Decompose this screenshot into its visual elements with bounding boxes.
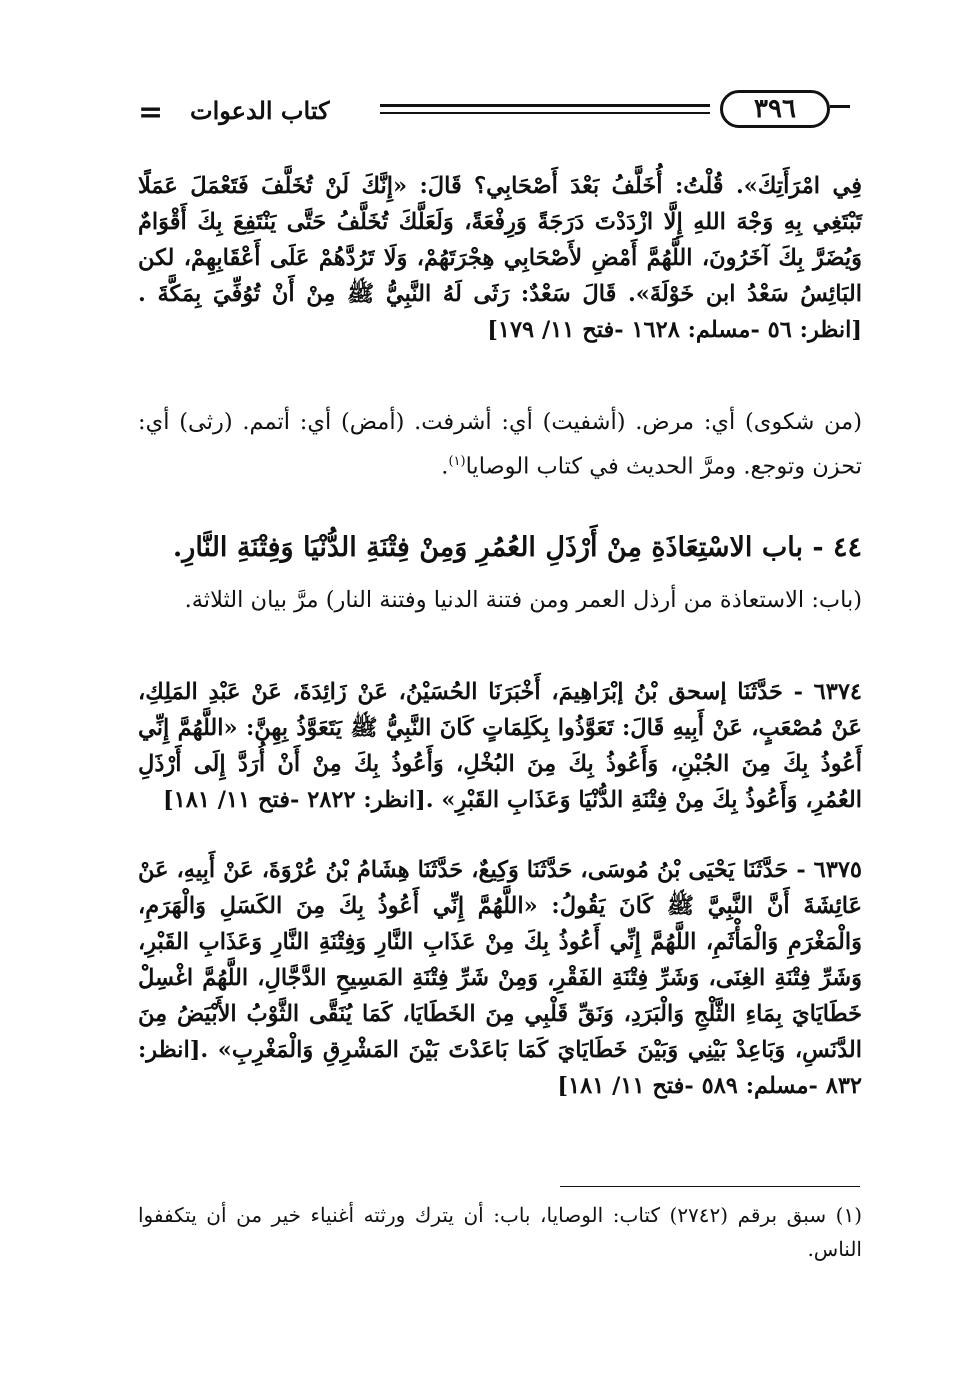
header-rule-tail [830, 105, 850, 108]
page-header [130, 90, 850, 140]
page-number-badge [720, 90, 830, 128]
chapter-commentary: (باب: الاستعاذة من أرذل العمر ومن فتنة الدنيا وفتنة النار) مرَّ بيان الثلاثة. [184, 587, 862, 613]
hadith-6375: ٦٣٧٥ - حَدَّثَنَا يَحْيَى بْنُ مُوسَى، حَدَّثَنَا وَكِيعٌ، حَدَّثَنَا هِشَامُ بْنُ عُرْوَةَ، عَنْ أَبِيهِ، عَنْ عَائِشَةَ أَنَّ النَّبِيَّ ﷺ كَانَ يَقُولُ: «اللَّهُمَّ إِنِّي أَعُوذُ بِكَ مِنَ الكَسَلِ وَالْهَرَمِ، وَالْمَغْرَمِ وَالْمَأْثَمِ، اللَّهُمَّ إِنِّي أَعُوذُ بِكَ مِنْ عَذَابِ النَّارِ وَفِتْنَةِ النَّارِ وَعَذَابِ القَبْرِ، وَشَرِّ فِتْنَةِ الغِنَى، وَشَرِّ فِتْنَةِ الفَقْرِ، وَمِنْ شَرِّ فِتْنَةِ المَسِيحِ الدَّجَّالِ، اللَّهُمَّ اغْسِلْ خَطَايَايَ بِمَاءِ الثَّلْجِ وَالْبَرَدِ، وَنَقِّ قَلْبِي مِنَ الخَطَايَا، كَمَا يُنَقَّى الثَّوْبُ الأَبْيَضُ مِنَ الدَّنَسِ، وَبَاعِدْ بَيْنِي وَبَيْنَ خَطَايَايَ كَمَا بَاعَدْتَ بَيْنَ المَشْرِقِ وَالْمَغْرِبِ» .[انظر: ٨٣٢ -مسلم: ٥٨٩ -فتح ١١/ ١٨١] [138, 857, 862, 1099]
header-ornament: = [138, 95, 164, 130]
header-rule-secondary [380, 112, 710, 114]
footnote-marker: (١) [448, 454, 466, 469]
page-number: ٣٩٦ [754, 94, 796, 124]
chapter-heading: ٤٤ - باب الاسْتِعَاذَةِ مِنْ أَرْذَلِ العُمُرِ وَمِنْ فِتْنَةِ الدُّنْيَا وَفِتْنَةِ النَّارِ. [172, 532, 862, 563]
commentary-note [138, 402, 862, 487]
hadith-6374: ٦٣٧٤ - حَدَّثَنَا إسحق بْنُ إبْرَاهِيمَ، أَخْبَرَنَا الحُسَيْنُ، عَنْ زَائِدَةَ، عَنْ عَبْدِ المَلِكِ، عَنْ مُصْعَبٍ، عَنْ أَبِيهِ قَالَ: تَعَوَّذُوا بِكَلِمَاتٍ كَانَ النَّبِيُّ ﷺ يَتَعَوَّذُ بِهِنَّ: «اللَّهُمَّ إِنِّي أَعُوذُ بِكَ مِنَ الجُبْنِ، وَأَعُوذُ بِكَ مِنَ البُخْلِ، وَأَعُوذُ بِكَ مِنْ أَنْ أُرَدَّ إِلَى أَرْذَلِ العُمُرِ، وَأَعُوذُ بِكَ مِنْ فِتْنَةِ الدُّنْيَا وَعَذَابِ القَبْرِ» .[انظر: ٢٨٢٢ -فتح ١١/ ١٨١] [138, 679, 862, 813]
footnote: (١) سبق برقم (٢٧٤٢) كتاب: الوصايا، باب: أن يترك ورثته أغنياء خير من أن يتكففوا الناس. [138, 1203, 863, 1261]
hadith-continuation: فِي امْرَأَتِكَ». قُلْتُ: أُخَلَّفُ بَعْدَ أَصْحَابِي؟ قَالَ: «إِنَّكَ لَنْ تُخَلَّفَ فَتَعْمَلَ عَمَلًا تَبْتَغِي بِهِ وَجْهَ اللهِ إِلَّا ازْدَدْتَ دَرَجَةً وَرِفْعَةً، وَلَعَلَّكَ تُخَلَّفُ حَتَّى يَنْتَفِعَ بِكَ أَقْوَامٌ وَيُضَرَّ بِكَ آخَرُونَ، اللَّهُمَّ أَمْضِ لأَصْحَابِي هِجْرَتَهُمْ، وَلَا تَرُدَّهُمْ عَلَى أَعْقَابِهِمْ، لكن البَائِسُ سَعْدُ ابن خَوْلَةَ». قَالَ سَعْدٌ: رَثَى لَهُ النَّبِيُّ ﷺ مِنْ أَنْ تُوُفِّيَ بِمَكَّةَ .[انظر: ٥٦ -مسلم: ١٦٢٨ -فتح ١١/ ١٧٩] [138, 173, 862, 343]
commentary-text: (من شكوى) أي: مرض. (أشفيت) أي: أشرفت. (أمض) أي: أتمم. (رثى) أي: تحزن وتوجع. ومرَّ الحديث في كتاب الوصايا [138, 409, 862, 480]
footnote-divider [560, 1186, 860, 1187]
header-rule [380, 104, 710, 107]
commentary-end: . [441, 453, 449, 480]
book-title: كتاب الدعوات [190, 96, 330, 125]
